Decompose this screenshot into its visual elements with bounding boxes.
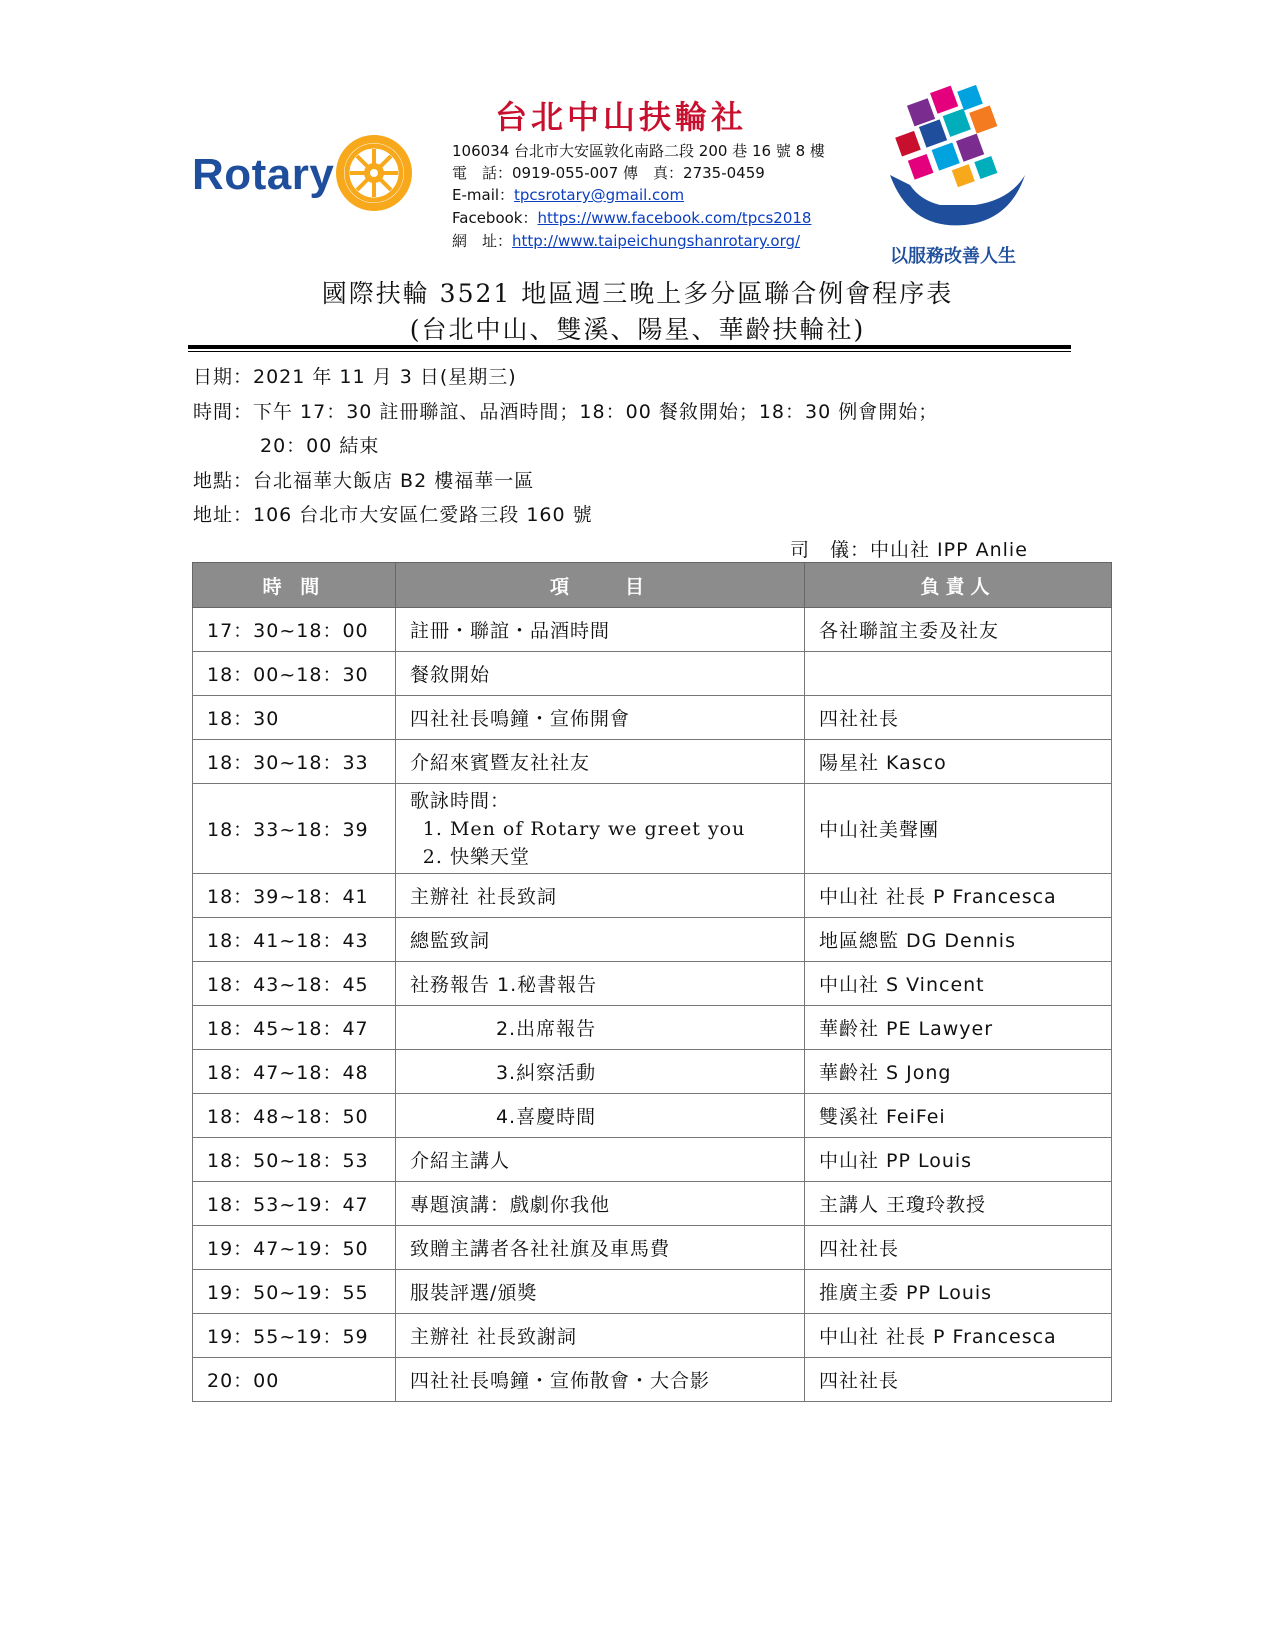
row-owner: 推廣主委 PP Louis bbox=[804, 1270, 1111, 1314]
row-time: 18：48~18：50 bbox=[193, 1094, 396, 1138]
club-facebook-line bbox=[452, 207, 811, 228]
meeting-place: 地點：台北福華大飯店 B2 樓福華一區 bbox=[193, 470, 535, 492]
rotary-wheel-icon bbox=[334, 133, 414, 213]
row-time: 18：43~18：45 bbox=[193, 962, 396, 1006]
title-divider-thin bbox=[188, 351, 1071, 352]
website-link[interactable]: http://www.taipeichungshanrotary.org/ bbox=[512, 232, 801, 250]
row-item: 介紹主講人 bbox=[395, 1138, 804, 1182]
header-owner: 負責人 bbox=[804, 563, 1111, 608]
table-row bbox=[193, 652, 1112, 696]
meeting-date: 日期：2021 年 11 月 3 日(星期三) bbox=[193, 366, 517, 388]
table-row bbox=[193, 696, 1112, 740]
meeting-time: 時間：下午 17：30 註冊聯誼、品酒時間；18：00 餐敘開始；18：30 例會開始； bbox=[193, 401, 939, 423]
row-time: 17：30~18：00 bbox=[193, 608, 396, 652]
theme-slogan: 以服務改善人生 bbox=[890, 246, 1016, 267]
email-link[interactable]: tpcsrotary@gmail.com bbox=[514, 186, 685, 204]
row-time: 18：41~18：43 bbox=[193, 918, 396, 962]
row-item: 服裝評選/頒獎 bbox=[395, 1270, 804, 1314]
row-time: 18：30 bbox=[193, 696, 396, 740]
row-item: 介紹來賓暨友社社友 bbox=[395, 740, 804, 784]
row-owner: 中山社 S Vincent bbox=[804, 962, 1111, 1006]
row-owner: 四社社長 bbox=[804, 1358, 1111, 1402]
row-owner: 中山社美聲團 bbox=[804, 784, 1111, 874]
club-address: 106034 台北市大安區敦化南路二段 200 巷 16 號 8 樓 bbox=[452, 142, 825, 160]
row-item: 歌詠時間： bbox=[409, 789, 510, 812]
row-item: 4.喜慶時間 bbox=[395, 1094, 804, 1138]
row-time: 18：53~19：47 bbox=[193, 1182, 396, 1226]
row-item: 2.出席報告 bbox=[395, 1006, 804, 1050]
row-time: 18：00~18：30 bbox=[193, 652, 396, 696]
row-item: 主辦社 社長致謝詞 bbox=[395, 1314, 804, 1358]
table-row bbox=[193, 1050, 1112, 1094]
row-owner bbox=[804, 652, 1111, 696]
song-list bbox=[410, 815, 804, 871]
row-owner: 地區總監 DG Dennis bbox=[804, 918, 1111, 962]
row-item: 專題演講：戲劇你我他 bbox=[395, 1182, 804, 1226]
row-time: 19：55~19：59 bbox=[193, 1314, 396, 1358]
row-owner: 四社社長 bbox=[804, 1226, 1111, 1270]
row-owner: 華齡社 PE Lawyer bbox=[804, 1006, 1111, 1050]
table-header-row bbox=[193, 563, 1112, 608]
row-item-songs bbox=[395, 784, 804, 874]
row-item: 社務報告 1.秘書報告 bbox=[395, 962, 804, 1006]
table-row bbox=[193, 1006, 1112, 1050]
row-time: 20：00 bbox=[193, 1358, 396, 1402]
table-row bbox=[193, 608, 1112, 652]
email-label: E-mail： bbox=[452, 186, 515, 204]
club-phone: 電 話：0919-055-007 傳 真：2735-0459 bbox=[452, 164, 765, 182]
row-time: 18：45~18：47 bbox=[193, 1006, 396, 1050]
row-item: 四社社長鳴鐘・宣佈散會・大合影 bbox=[395, 1358, 804, 1402]
club-email-line bbox=[452, 184, 684, 205]
schedule-table bbox=[192, 562, 1112, 1402]
row-item: 總監致詞 bbox=[395, 918, 804, 962]
rotary-wordmark: Rotary bbox=[192, 150, 335, 199]
document-subtitle: (台北中山、雙溪、陽星、華齡扶輪社) bbox=[409, 315, 866, 344]
meeting-time-end: 20：00 結束 bbox=[260, 435, 380, 457]
website-label: 網 址： bbox=[452, 232, 513, 250]
row-item: 註冊・聯誼・品酒時間 bbox=[395, 608, 804, 652]
row-owner: 雙溪社 FeiFei bbox=[804, 1094, 1111, 1138]
facebook-link[interactable]: https://www.facebook.com/tpcs2018 bbox=[537, 209, 812, 227]
table-row bbox=[193, 1314, 1112, 1358]
row-item: 致贈主講者各社社旗及車馬費 bbox=[395, 1226, 804, 1270]
song-item: 2. 快樂天堂 bbox=[450, 843, 804, 871]
table-row bbox=[193, 918, 1112, 962]
table-row bbox=[193, 1226, 1112, 1270]
row-item: 主辦社 社長致詞 bbox=[395, 874, 804, 918]
row-owner: 中山社 PP Louis bbox=[804, 1138, 1111, 1182]
row-time: 19：47~19：50 bbox=[193, 1226, 396, 1270]
row-owner: 陽星社 Kasco bbox=[804, 740, 1111, 784]
row-time: 19：50~19：55 bbox=[193, 1270, 396, 1314]
facebook-label: Facebook： bbox=[452, 209, 538, 227]
row-owner: 中山社 社長 P Francesca bbox=[804, 874, 1111, 918]
meeting-address: 地址：106 台北市大安區仁愛路三段 160 號 bbox=[193, 504, 593, 526]
table-row bbox=[193, 740, 1112, 784]
table-row bbox=[193, 1182, 1112, 1226]
club-name: 台北中山扶輪社 bbox=[495, 98, 748, 136]
row-owner: 主講人 王瓊玲教授 bbox=[804, 1182, 1111, 1226]
row-item: 四社社長鳴鐘・宣佈開會 bbox=[395, 696, 804, 740]
row-owner: 中山社 社長 P Francesca bbox=[804, 1314, 1111, 1358]
row-time: 18：50~18：53 bbox=[193, 1138, 396, 1182]
header-item: 項 目 bbox=[395, 563, 804, 608]
row-time: 18：47~18：48 bbox=[193, 1050, 396, 1094]
row-item: 3.糾察活動 bbox=[395, 1050, 804, 1094]
table-row bbox=[193, 1358, 1112, 1402]
song-item: 1. Men of Rotary we greet you bbox=[450, 815, 804, 843]
row-time: 18：39~18：41 bbox=[193, 874, 396, 918]
master-of-ceremonies: 司 儀：中山社 IPP Anlie bbox=[790, 539, 1028, 561]
row-time: 18：33~18：39 bbox=[193, 784, 396, 874]
document-title: 國際扶輪 3521 地區週三晚上多分區聯合例會程序表 bbox=[321, 279, 954, 308]
table-row bbox=[193, 784, 1112, 874]
table-row bbox=[193, 874, 1112, 918]
title-divider bbox=[188, 345, 1071, 349]
table-row bbox=[193, 1270, 1112, 1314]
table-row bbox=[193, 1138, 1112, 1182]
row-owner: 華齡社 S Jong bbox=[804, 1050, 1111, 1094]
theme-globe-hand-icon bbox=[880, 80, 1030, 240]
row-item: 餐敘開始 bbox=[395, 652, 804, 696]
table-row bbox=[193, 1094, 1112, 1138]
row-time: 18：30~18：33 bbox=[193, 740, 396, 784]
row-owner: 各社聯誼主委及社友 bbox=[804, 608, 1111, 652]
header-time: 時 間 bbox=[193, 563, 396, 608]
table-row bbox=[193, 962, 1112, 1006]
row-owner: 四社社長 bbox=[804, 696, 1111, 740]
club-website-line bbox=[452, 230, 800, 251]
